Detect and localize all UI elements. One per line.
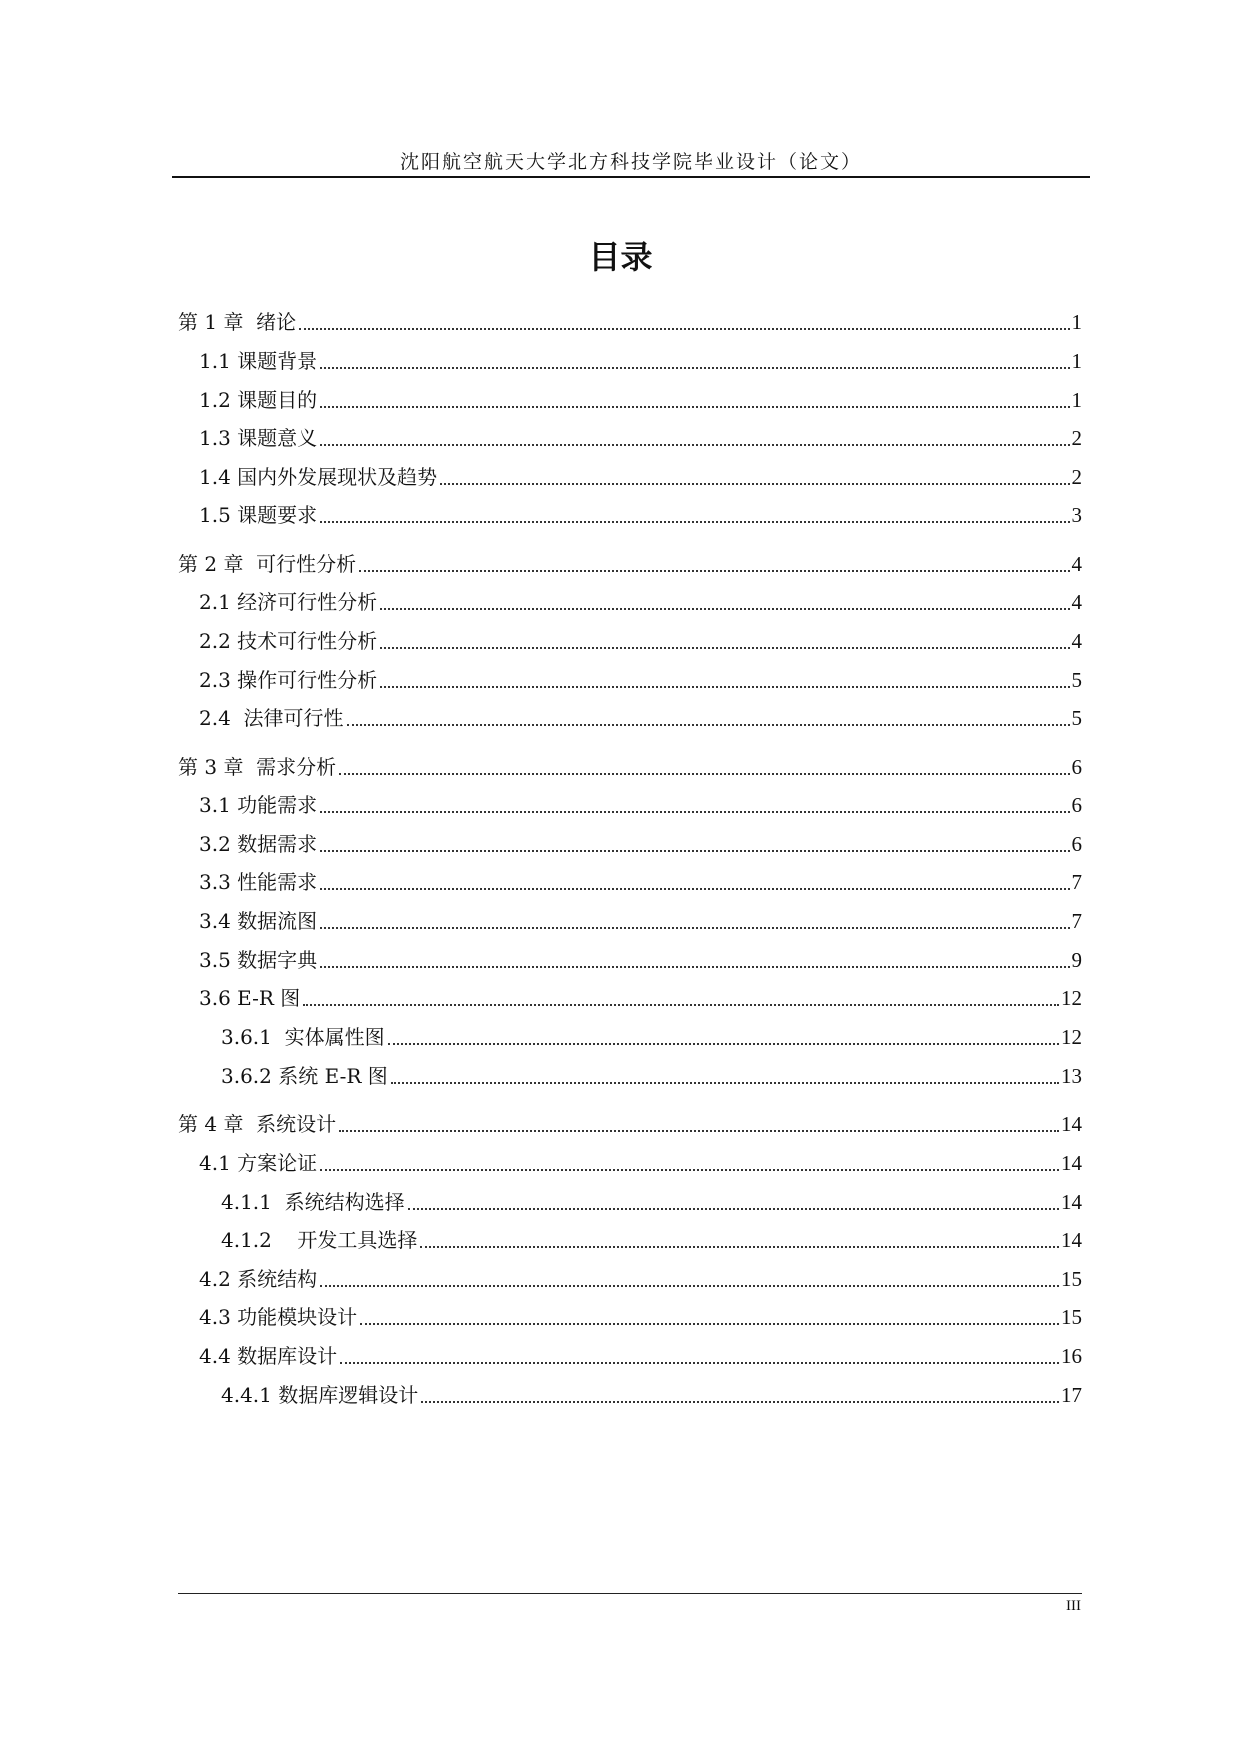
toc-entry-label: 3.2 数据需求: [199, 832, 318, 856]
toc-dot-leader: [347, 724, 1070, 726]
toc-entry-label: 2.1 经济可行性分析: [199, 590, 378, 614]
toc-entry-page: 6: [1071, 793, 1082, 817]
toc-entry-label: 3.5 数据字典: [199, 948, 318, 972]
toc-entry-label: 2.2 技术可行性分析: [199, 629, 378, 653]
toc-entry[interactable]: [178, 498, 1082, 528]
toc-dot-leader: [320, 406, 1069, 408]
toc-entry[interactable]: [178, 865, 1082, 895]
toc-entry-page: 12: [1061, 1025, 1082, 1049]
toc-entry[interactable]: [178, 1059, 1082, 1089]
toc-entry[interactable]: [178, 663, 1082, 693]
toc-entry-label: 1.4 国内外发展现状及趋势: [199, 465, 438, 489]
toc-entry-page: 1: [1071, 388, 1082, 412]
toc-entry[interactable]: [178, 1378, 1082, 1408]
toc-entry-label: 2.3 操作可行性分析: [199, 668, 378, 692]
toc-dot-leader: [421, 1401, 1059, 1403]
toc-dot-leader: [320, 1169, 1059, 1171]
toc-entry-label: 3.6 E-R 图: [199, 986, 301, 1010]
toc-entry[interactable]: [178, 585, 1082, 615]
toc-entry-page: 5: [1071, 706, 1082, 730]
toc-entry[interactable]: [178, 1020, 1082, 1050]
toc-dot-leader: [303, 1004, 1059, 1006]
toc-entry-label: 4.1 方案论证: [199, 1151, 318, 1175]
toc-dot-leader: [320, 811, 1069, 813]
toc-entry-label: 2.4 法律可行性: [199, 706, 344, 730]
toc-dot-leader: [440, 483, 1069, 485]
toc-entry[interactable]: [178, 750, 1082, 780]
toc-entry-page: 3: [1071, 503, 1082, 527]
toc-entry-label: 3.6.2 系统 E-R 图: [221, 1064, 388, 1088]
toc-entry-page: 1: [1071, 349, 1082, 373]
toc-dot-leader: [320, 521, 1069, 523]
toc-entry[interactable]: [178, 1339, 1082, 1369]
toc-dot-leader: [320, 444, 1069, 446]
toc-entry-page: 16: [1061, 1344, 1082, 1368]
toc-entry-page: 6: [1071, 832, 1082, 856]
toc-entry[interactable]: [178, 547, 1082, 577]
toc-entry[interactable]: [178, 344, 1082, 374]
toc-entry-page: 9: [1071, 948, 1082, 972]
toc-entry-page: 14: [1061, 1112, 1082, 1136]
toc-dot-leader: [299, 328, 1069, 330]
toc-entry[interactable]: [178, 460, 1082, 490]
header-rule: [172, 176, 1090, 178]
toc-entry[interactable]: [178, 943, 1082, 973]
toc-dot-leader: [380, 647, 1069, 649]
toc-entry-label: 4.1.1 系统结构选择: [221, 1190, 405, 1214]
toc-entry[interactable]: [178, 1262, 1082, 1292]
toc-entry-page: 7: [1071, 870, 1082, 894]
toc-dot-leader: [360, 1323, 1059, 1325]
toc-entry-page: 5: [1071, 668, 1082, 692]
toc-entry-label: 4.4 数据库设计: [199, 1344, 338, 1368]
toc-entry[interactable]: [178, 788, 1082, 818]
toc-dot-leader: [340, 1362, 1059, 1364]
toc-entry[interactable]: [178, 701, 1082, 731]
toc-dot-leader: [388, 1043, 1059, 1045]
toc-entry-label: 3.3 性能需求: [199, 870, 318, 894]
footer-rule: [178, 1593, 1082, 1594]
toc-entry-label: 1.5 课题要求: [199, 503, 318, 527]
toc-entry[interactable]: [178, 827, 1082, 857]
toc-entry-label: 3.1 功能需求: [199, 793, 318, 817]
toc-dot-leader: [320, 927, 1069, 929]
toc-entry-page: 17: [1061, 1383, 1082, 1407]
toc-entry-label: 第 1 章 绪论: [178, 310, 297, 334]
toc-entry[interactable]: [178, 1107, 1082, 1137]
toc-dot-leader: [380, 608, 1069, 610]
toc-dot-leader: [339, 1130, 1059, 1132]
toc-entry-page: 13: [1061, 1064, 1082, 1088]
toc-entry-page: 2: [1071, 465, 1082, 489]
toc-entry[interactable]: [178, 1300, 1082, 1330]
toc-entry-label: 4.3 功能模块设计: [199, 1305, 358, 1329]
toc-title: 目录: [588, 238, 653, 276]
toc-entry-label: 4.4.1 数据库逻辑设计: [221, 1383, 419, 1407]
toc-dot-leader: [320, 850, 1069, 852]
toc-entry-label: 4.1.2 开发工具选择: [221, 1228, 418, 1252]
toc-entry[interactable]: [178, 421, 1082, 451]
toc-entry-page: 4: [1071, 552, 1082, 576]
toc-dot-leader: [408, 1208, 1059, 1210]
toc-entry-label: 1.1 课题背景: [199, 349, 318, 373]
toc-entry[interactable]: [178, 1146, 1082, 1176]
toc-entry-label: 1.2 课题目的: [199, 388, 318, 412]
toc-entry-page: 7: [1071, 909, 1082, 933]
toc-entry-page: 1: [1071, 310, 1082, 334]
toc-entry-page: 15: [1061, 1305, 1082, 1329]
toc-entry-page: 14: [1061, 1151, 1082, 1175]
toc-dot-leader: [320, 966, 1069, 968]
toc-dot-leader: [420, 1246, 1059, 1248]
toc-entry[interactable]: [178, 1185, 1082, 1215]
toc-entry-label: 3.4 数据流图: [199, 909, 318, 933]
toc-entry-label: 第 4 章 系统设计: [178, 1112, 337, 1136]
toc-entry-label: 3.6.1 实体属性图: [221, 1025, 385, 1049]
toc-entry-page: 12: [1061, 986, 1082, 1010]
toc-entry[interactable]: [178, 981, 1082, 1011]
running-header: 沈阳航空航天大学北方科技学院毕业设计（论文）: [399, 151, 862, 173]
toc-entry-page: 4: [1071, 590, 1082, 614]
toc-dot-leader: [320, 367, 1069, 369]
toc-entry[interactable]: [178, 624, 1082, 654]
toc-entry-page: 14: [1061, 1190, 1082, 1214]
toc-entry[interactable]: [178, 904, 1082, 934]
toc-dot-leader: [320, 1285, 1059, 1287]
toc-entry-label: 第 3 章 需求分析: [178, 755, 337, 779]
toc-entry-label: 4.2 系统结构: [199, 1267, 318, 1291]
toc-entry-page: 2: [1071, 426, 1082, 450]
page-number: III: [1066, 1598, 1081, 1614]
toc-entry-page: 14: [1061, 1228, 1082, 1252]
toc-entry-label: 1.3 课题意义: [199, 426, 318, 450]
toc-entry-page: 15: [1061, 1267, 1082, 1291]
toc-dot-leader: [380, 686, 1069, 688]
toc-dot-leader: [391, 1082, 1059, 1084]
toc-dot-leader: [359, 570, 1069, 572]
toc-dot-leader: [339, 773, 1069, 775]
toc-entry-page: 4: [1071, 629, 1082, 653]
toc-entry[interactable]: [178, 1223, 1082, 1253]
toc-entry-page: 6: [1071, 755, 1082, 779]
toc-entry-label: 第 2 章 可行性分析: [178, 552, 357, 576]
toc-entry[interactable]: [178, 305, 1082, 335]
toc-dot-leader: [320, 888, 1069, 890]
toc-entry[interactable]: [178, 383, 1082, 413]
